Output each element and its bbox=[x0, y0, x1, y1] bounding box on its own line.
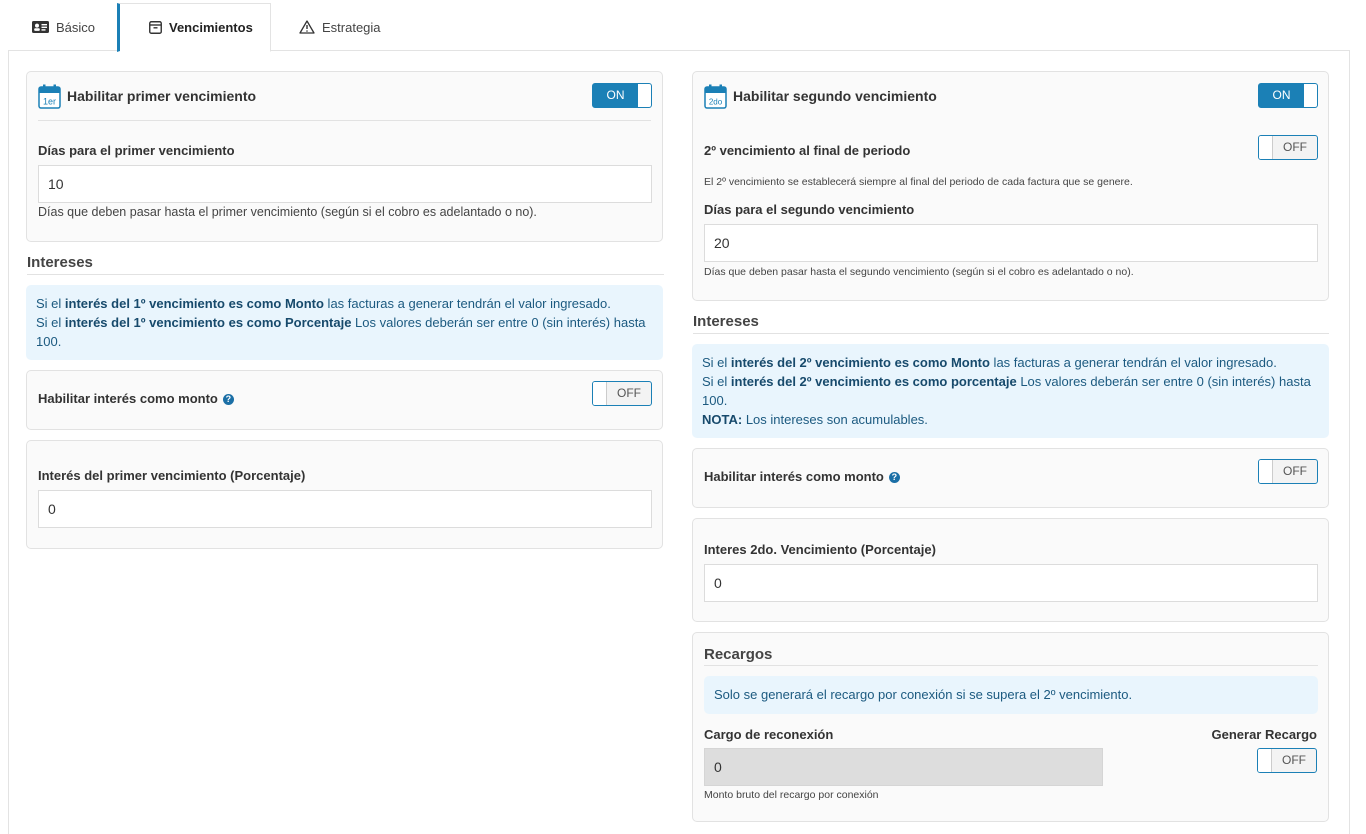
first-due-toggle[interactable] bbox=[592, 83, 652, 108]
final-period-help: El 2º vencimiento se establecerá siempre al final del periodo de cada factura que se genere. bbox=[704, 176, 1133, 188]
right-interes-label: Interes 2do. Vencimiento (Porcentaje) bbox=[704, 542, 936, 557]
first-due-toggle-label: ON bbox=[606, 88, 625, 102]
tab-estrategia[interactable] bbox=[299, 3, 381, 51]
first-due-days-label: Días para el primer vencimiento bbox=[38, 143, 235, 158]
left-interes-card bbox=[26, 440, 663, 549]
question-circle-icon[interactable]: ? bbox=[889, 472, 900, 483]
toggle-knob bbox=[1258, 749, 1272, 772]
info-text: las facturas a generar tendrán el valor ingresado. bbox=[323, 296, 611, 311]
generar-recargo-toggle[interactable] bbox=[1257, 748, 1317, 773]
first-due-days-help: Días que deben pasar hasta el primer vencimiento (según si el cobro es adelantado o no). bbox=[38, 205, 537, 219]
left-monto-label bbox=[38, 391, 234, 406]
info-text-bold: interés del 2º vencimiento es como Monto bbox=[730, 355, 990, 370]
first-due-days-input[interactable]: 10 bbox=[38, 165, 652, 203]
second-due-toggle-label: ON bbox=[1272, 88, 1291, 102]
tab-basico-label: Básico bbox=[56, 19, 96, 35]
final-period-toggle-label: OFF bbox=[1283, 140, 1307, 154]
recargos-info: Solo se generará el recargo por conexión si se supera el 2º vencimiento. bbox=[704, 676, 1318, 714]
right-monto-toggle[interactable] bbox=[1258, 459, 1318, 484]
left-monto-toggle[interactable] bbox=[592, 381, 652, 406]
id-card-icon bbox=[32, 21, 49, 33]
tab-vencimientos-label: Vencimientos bbox=[169, 20, 253, 35]
right-monto-toggle-label: OFF bbox=[1283, 464, 1307, 478]
divider bbox=[704, 665, 1318, 666]
second-due-title: Habilitar segundo vencimiento bbox=[733, 88, 937, 104]
divider bbox=[27, 274, 664, 275]
info-text: Los valores deberán ser entre 0 (sin interés) hasta 100. bbox=[702, 374, 1311, 408]
calendar-icon-text: 2do bbox=[708, 97, 723, 106]
right-interes-card bbox=[692, 518, 1329, 622]
toggle-knob bbox=[1303, 84, 1317, 107]
first-due-title: Habilitar primer vencimiento bbox=[67, 88, 257, 104]
info-text-bold: interés del 1º vencimiento es como Monto bbox=[64, 296, 324, 311]
info-text: Si el bbox=[702, 374, 731, 389]
right-monto-card bbox=[692, 448, 1329, 508]
divider bbox=[693, 333, 1329, 334]
left-monto-card bbox=[26, 370, 663, 430]
recargos-title: Recargos bbox=[704, 646, 773, 663]
info-text-bold: NOTA: bbox=[702, 412, 743, 427]
right-intereses-title: Intereses bbox=[693, 313, 759, 330]
toggle-knob bbox=[1259, 136, 1273, 159]
cargo-reconexion-input: 0 bbox=[704, 748, 1103, 786]
left-interest-info bbox=[26, 285, 663, 360]
recargos-card bbox=[692, 632, 1329, 822]
info-text: las facturas a generar tendrán el valor ingresado. bbox=[989, 355, 1277, 370]
second-due-days-label: Días para el segundo vencimiento bbox=[704, 202, 915, 217]
cargo-reconexion-help: Monto bruto del recargo por conexión bbox=[704, 789, 879, 801]
info-text: Si el bbox=[702, 355, 731, 370]
right-monto-label bbox=[704, 469, 900, 484]
second-due-header bbox=[704, 72, 1317, 120]
right-interest-info bbox=[692, 344, 1329, 438]
left-intereses-title: Intereses bbox=[27, 254, 93, 271]
left-monto-label-text: Habilitar interés como monto bbox=[38, 391, 218, 406]
calendar-icon-text: 1er bbox=[42, 96, 57, 106]
info-text-bold: interés del 1º vencimiento es como Porcentaje bbox=[64, 315, 352, 330]
tab-estrategia-label: Estrategia bbox=[322, 19, 381, 35]
info-text: Los intereses son acumulables. bbox=[742, 412, 928, 427]
left-interes-input[interactable]: 0 bbox=[38, 490, 652, 528]
box-calendar-icon bbox=[149, 21, 162, 34]
generar-recargo-label: Generar Recargo bbox=[1211, 727, 1317, 742]
calendar-icon bbox=[38, 84, 61, 109]
final-period-toggle[interactable] bbox=[1258, 135, 1318, 160]
info-text: Si el bbox=[36, 315, 65, 330]
question-circle-icon[interactable]: ? bbox=[223, 394, 234, 405]
second-due-days-input[interactable]: 20 bbox=[704, 224, 1318, 262]
tab-vencimientos[interactable] bbox=[117, 3, 271, 52]
toggle-knob bbox=[593, 382, 607, 405]
left-monto-toggle-label: OFF bbox=[617, 386, 641, 400]
toggle-knob bbox=[1259, 460, 1273, 483]
tab-basico[interactable] bbox=[32, 3, 95, 51]
right-interes-input[interactable]: 0 bbox=[704, 564, 1318, 602]
info-text-bold: interés del 2º vencimiento es como porcentaje bbox=[730, 374, 1017, 389]
generar-recargo-toggle-label: OFF bbox=[1282, 753, 1306, 767]
info-text: Los valores deberán ser entre 0 (sin interés) hasta 100. bbox=[36, 315, 646, 349]
second-due-card bbox=[692, 71, 1329, 301]
second-due-toggle[interactable] bbox=[1258, 83, 1318, 108]
toggle-knob bbox=[637, 84, 651, 107]
left-interes-label: Interés del primer vencimiento (Porcentaje) bbox=[38, 468, 306, 483]
first-due-header bbox=[38, 72, 651, 121]
warning-triangle-icon bbox=[299, 20, 315, 34]
info-text: Si el bbox=[36, 296, 65, 311]
final-period-label: 2º vencimiento al final de periodo bbox=[704, 143, 911, 158]
cargo-reconexion-label: Cargo de reconexión bbox=[704, 727, 834, 742]
second-due-days-help: Días que deben pasar hasta el segundo vencimiento (según si el cobro es adelantado o no). bbox=[704, 266, 1134, 278]
first-due-card bbox=[26, 71, 663, 242]
right-monto-label-text: Habilitar interés como monto bbox=[704, 469, 884, 484]
tab-bar bbox=[8, 0, 1350, 51]
calendar-icon bbox=[704, 84, 727, 109]
